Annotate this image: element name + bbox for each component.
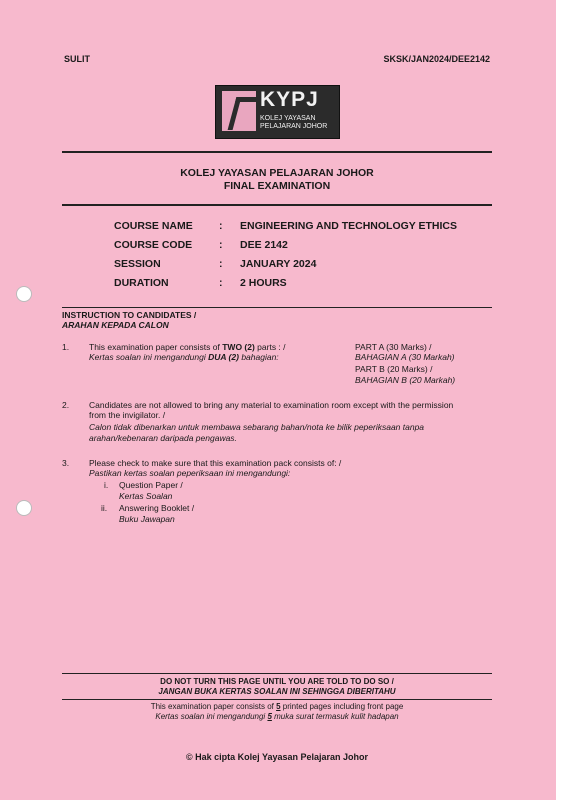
course-label: COURSE NAME	[114, 220, 193, 232]
item-number: 1.	[62, 342, 70, 352]
course-value: 2 HOURS	[240, 277, 287, 289]
part-b-label: PART B (20 Marks) /	[355, 364, 433, 374]
item-3-text-my: Pastikan kertas soalan peperiksaan ini mengandungi:	[89, 468, 291, 478]
logo-line1: KOLEJ YAYASAN	[260, 115, 316, 122]
binder-hole-bottom	[16, 500, 32, 516]
divider	[62, 307, 492, 308]
header-classification: SULIT	[64, 54, 90, 64]
logo-line2: PELAJARAN JOHOR	[260, 123, 328, 130]
course-label: DURATION	[114, 277, 169, 289]
page-count-text-my: Kertas soalan ini mengandungi 5 muka surat termasuk kulit hadapan	[155, 712, 399, 721]
part-a-label: PART A (30 Marks) /	[355, 342, 432, 352]
warning-text: DO NOT TURN THIS PAGE UNTIL YOU ARE TOLD TO DO SO /	[160, 677, 394, 686]
header-paper-code: SKSK/JAN2024/DEE2142	[383, 54, 490, 64]
course-label: SESSION	[114, 258, 161, 270]
exam-front-page: SULIT SKSK/JAN2024/DEE2142 KYPJ KOLEJ YAYASAN PELAJARAN JOHOR KOLEJ YAYASAN PELAJARAN JOHOR FINAL EXAMINATION COURSE NAME : ENGINEERING AND TECHNOLOGY ETHICS COURSE CODE : DEE 2142 SESSION : JANUARY 2024 DURATION : 2 HOURS INSTRUCTION TO CANDIDATES / ARAHAN KEPADA CALON 1. This examination paper consists of TWO (2) parts : / Kertas soalan ini mengandungi DUA (2) bahagian: PART A (30 Marks) / BAHAGIAN A (30 Markah) PART B (20 Marks) / BAHAGIAN B (20 Markah) 2. Candidates are not allowed to bring any material to examination room except with the permission from the invigilator. / Calon tidak dibenarkan untuk membawa sebarang bahan/nota ke bilik peperiksaan tanpa arahan/kebenaran daripada pengawas. 3. Please check to make sure that this examination pack consists of: / Pastikan kertas soalan peperiksaan ini mengandungi: i. Question Paper / Kertas Soalan ii. Answering Booklet / Buku Jawapan DO NOT TURN THIS PAGE UNTIL YOU ARE TOLD TO DO SO / JANGAN BUKA KERTAS SOALAN INI SEHINGGA DIBERITAHU This examination paper consists of 5 printed pages including front page Kertas soalan ini mengandungi 5 muka surat termasuk kulit hadapan © Hak cipta Kolej Yayasan Pelajaran Johor	[0, 0, 556, 800]
part-b-label-my: BAHAGIAN B (20 Markah)	[355, 375, 456, 385]
course-value: ENGINEERING AND TECHNOLOGY ETHICS	[240, 220, 458, 232]
instruction-heading: INSTRUCTION TO CANDIDATES /	[62, 310, 197, 320]
binder-hole-top	[16, 286, 32, 302]
logo-name: KYPJ	[260, 88, 319, 111]
college-name: KOLEJ YAYASAN PELAJARAN JOHOR	[180, 167, 374, 179]
item-2-text-my-cont: arahan/kebenaran daripada pengawas.	[89, 433, 237, 443]
item-1-text-my: Kertas soalan ini mengandungi DUA (2) bahagian:	[89, 352, 279, 362]
divider	[62, 699, 492, 700]
sub-item-answer-booklet-my: Buku Jawapan	[119, 514, 175, 524]
exam-title: FINAL EXAMINATION	[223, 180, 331, 192]
course-value: JANUARY 2024	[240, 258, 317, 270]
sub-item-answer-booklet: Answering Booklet /	[119, 503, 195, 513]
sub-item-number: ii.	[101, 503, 108, 513]
divider	[62, 204, 492, 206]
course-label: COURSE CODE	[114, 239, 193, 251]
warning-text-my: JANGAN BUKA KERTAS SOALAN INI SEHINGGA DIBERITAHU	[158, 687, 396, 696]
item-3-text: Please check to make sure that this examination pack consists of: /	[89, 458, 342, 468]
copyright: © Hak cipta Kolej Yayasan Pelajaran Johor	[185, 752, 369, 762]
sub-item-question-paper: Question Paper /	[119, 480, 183, 490]
course-value: DEE 2142	[240, 239, 288, 251]
kypj-logo	[215, 85, 340, 139]
item-2-text-my: Calon tidak dibenarkan untuk membawa sebarang bahan/nota ke bilik peperiksaan tanpa	[89, 422, 425, 432]
part-a-label-my: BAHAGIAN A (30 Markah)	[355, 352, 455, 362]
kypj-logo-mark-icon	[222, 91, 256, 131]
item-2-text: Candidates are not allowed to bring any material to examination room except with the permission	[89, 400, 454, 410]
sub-item-question-paper-my: Kertas Soalan	[119, 491, 173, 501]
item-number: 2.	[62, 400, 70, 410]
page-count-text: This examination paper consists of 5 printed pages including front page	[150, 702, 404, 711]
item-1-text: This examination paper consists of TWO (2) parts : /	[89, 342, 286, 352]
divider	[62, 673, 492, 674]
item-2-text-cont: from the invigilator. /	[89, 410, 166, 420]
divider	[62, 151, 492, 153]
instruction-heading-my: ARAHAN KEPADA CALON	[62, 320, 169, 330]
sub-item-number: i.	[104, 480, 109, 490]
item-number: 3.	[62, 458, 70, 468]
